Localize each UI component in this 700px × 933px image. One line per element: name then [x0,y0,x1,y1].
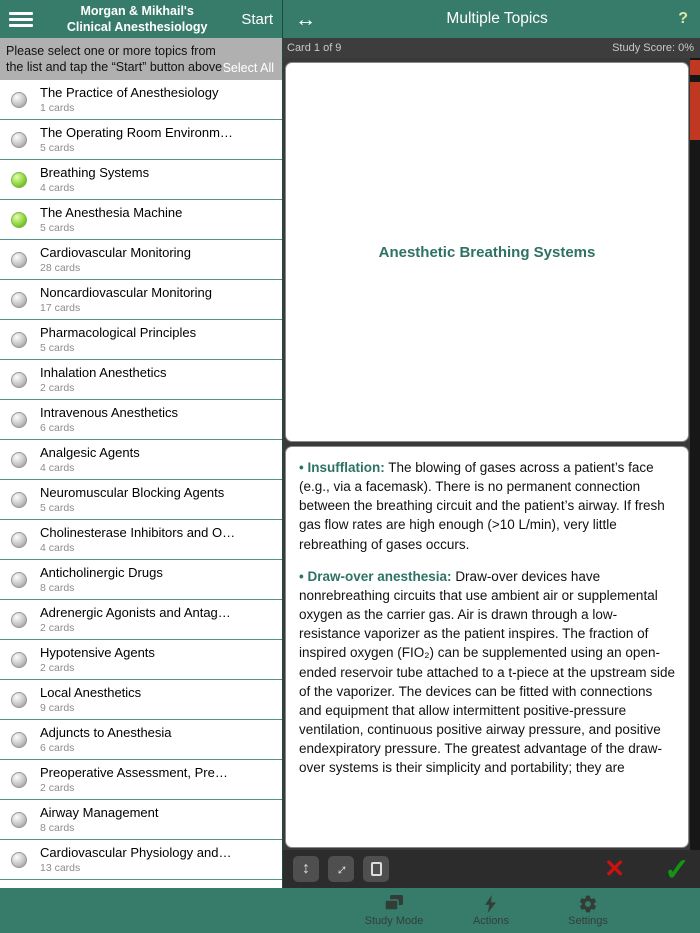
topic-row[interactable] [0,560,282,600]
hamburger-menu-icon[interactable] [9,12,33,27]
topic-title: Anticholinergic Drugs [40,565,163,580]
topic-card-count: 2 cards [40,662,75,674]
instructions-panel [0,38,282,80]
topics-sidebar [0,0,283,888]
topic-list[interactable] [0,80,282,888]
topic-row[interactable] [0,680,282,720]
topic-card-count: 28 cards [40,262,81,274]
help-button[interactable]: ? [678,10,688,27]
study-score: Study Score: 0% [612,42,694,54]
answer-card[interactable] [285,446,689,848]
topic-texts [40,445,140,474]
topic-card-count: 5 cards [40,142,75,154]
app-title [33,3,241,36]
topic-row[interactable] [0,440,282,480]
instructions-text: Please select one or more topics from the list and tap the “Start” button above. [6,44,226,74]
topic-row[interactable] [0,520,282,560]
topic-row[interactable] [0,120,282,160]
topic-texts [40,765,228,794]
start-button[interactable]: Start [241,10,273,28]
topic-title: The Anesthesia Machine [40,205,183,220]
card-position: Card 1 of 9 [287,42,342,54]
mark-correct-button[interactable]: ✓ [664,851,690,887]
topic-texts [40,405,178,434]
topic-row[interactable] [0,480,282,520]
app-title-line2: Clinical Anesthesiology [66,20,208,34]
scrollbar[interactable] [690,58,700,850]
term-body: Draw-over devices have nonrebreathing circuits that use ambient air or supplemental oxygen as the carrier gas. Air is drawn through a low-resistance vaporizer as the patient inspires. The fraction of inspired oxygen (FIO₂) can be supplemented using an open-ended reservoir tube attached to a t-piece at the upstream side of the vaporizer. The devices can be fitted with connections and equipment that allow intermittent positive-pressure ventilation, continuous positive airway pressure, and positive endexpiratory pressure. The greatest advantage of the draw-over systems is their simplicity and portability; they are [299,568,675,776]
topic-row[interactable] [0,600,282,640]
topic-row[interactable] [0,400,282,440]
topic-texts [40,645,155,674]
topic-row[interactable] [0,200,282,240]
tab-settings[interactable] [544,892,632,927]
term-body: The blowing of gases across a patient’s face (e.g., via a facemask). There is no permanent connection between the breathing circuit and the patient’s airway. If fresh gas flow rates are high enough (>10 L/min), very little rebreathing of gases occurs. [299,460,665,552]
topic-radio-icon [11,492,27,508]
tab-study-mode[interactable] [350,892,438,927]
study-title: Multiple Topics [446,10,548,27]
topic-radio-icon [11,812,27,828]
flip-card-button[interactable] [363,856,389,882]
resize-vertical-button[interactable]: ↕ [293,856,319,882]
topic-radio-icon [11,772,27,788]
topic-card-count: 2 cards [40,382,75,394]
topic-title: Pharmacological Principles [40,325,197,340]
topic-card-count: 4 cards [40,182,75,194]
topic-radio-icon [11,692,27,708]
topic-texts [40,565,163,594]
topic-radio-icon [11,732,27,748]
topic-title: Analgesic Agents [40,445,140,460]
flip-card-icon [371,862,382,876]
topic-radio-icon [11,252,27,268]
topic-radio-icon [11,452,27,468]
topic-title: Airway Management [40,805,159,820]
topic-radio-icon [11,172,27,188]
topic-radio-icon [11,332,27,348]
topic-card-count: 17 cards [40,302,81,314]
topic-card-count: 8 cards [40,582,75,594]
topic-radio-icon [11,852,27,868]
tab-items [350,892,632,927]
topic-title: The Operating Room Environm… [40,125,233,140]
topic-card-count: 2 cards [40,782,75,794]
topic-card-count: 6 cards [40,742,75,754]
topic-title: Cholinesterase Inhibitors and O… [40,525,236,540]
topic-row[interactable] [0,800,282,840]
scroll-marker [690,60,700,75]
study-header [283,0,700,38]
expand-diagonal-button[interactable]: ↔ [328,856,353,881]
tab-label: Actions [472,915,510,927]
topic-radio-icon [11,132,27,148]
swap-card-icon[interactable]: ↔ [295,7,316,31]
tab-label: Settings [568,915,608,927]
topic-texts [40,525,235,554]
topic-card-count: 13 cards [40,862,81,874]
topic-texts [40,605,231,634]
topic-card-count: 6 cards [40,422,75,434]
topic-texts [40,205,182,234]
term-lead: • Insufflation: [299,460,385,475]
topic-radio-icon [11,532,27,548]
mark-wrong-button[interactable]: ✕ [604,854,626,883]
tab-label: Study Mode [364,915,424,927]
topic-radio-icon [11,212,27,228]
scroll-marker [690,82,700,140]
topic-title: Neuromuscular Blocking Agents [40,485,225,500]
topic-texts [40,325,196,354]
topic-card-count: 4 cards [40,462,75,474]
study-panel [283,0,700,888]
topic-card-count: 9 cards [40,702,75,714]
topic-row[interactable] [0,240,282,280]
topic-radio-icon [11,612,27,628]
term-lead: • Draw-over anesthesia: [299,568,452,584]
topic-card-count: 5 cards [40,222,75,234]
topic-radio-icon [11,572,27,588]
cards-column [283,58,690,850]
topic-row[interactable] [0,160,282,200]
topic-card-count: 8 cards [40,822,75,834]
topic-row[interactable] [0,80,282,120]
topic-card-count: 5 cards [40,502,75,514]
topic-texts [40,725,172,754]
topic-texts [40,365,166,394]
topic-card-count: 4 cards [40,542,75,554]
sidebar-header [0,0,282,38]
topic-title: Inhalation Anesthetics [40,365,167,380]
topic-texts [40,485,224,514]
topic-row[interactable] [0,640,282,680]
answer-paragraph [299,458,675,554]
topic-title: Adrenergic Agonists and Antag… [40,605,231,620]
question-card[interactable] [285,62,689,442]
topic-title: The Practice of Anesthesiology [40,85,219,100]
topic-texts [40,845,231,874]
topic-row[interactable] [0,280,282,320]
topic-texts [40,245,191,274]
topic-texts [40,125,233,154]
topic-radio-icon [11,372,27,388]
bottom-tab-bar [0,888,700,933]
topic-title: Local Anesthetics [40,685,142,700]
topic-card-count: 1 cards [40,102,75,114]
gear-icon [578,892,598,914]
topic-card-count: 5 cards [40,342,75,354]
topic-radio-icon [11,412,27,428]
topic-texts [40,685,141,714]
topic-title: Intravenous Anesthetics [40,405,179,420]
topic-texts [40,85,219,114]
topic-title: Adjuncts to Anesthesia [40,725,172,740]
topic-title: Cardiovascular Physiology and… [40,845,232,860]
topic-title: Preoperative Assessment, Pre… [40,765,228,780]
card-toolbar [283,850,700,888]
topic-row[interactable] [0,760,282,800]
topic-texts [40,165,149,194]
topic-title: Noncardiovascular Monitoring [40,285,212,300]
status-bar [283,38,700,58]
topic-texts [40,285,212,314]
topic-title: Breathing Systems [40,165,150,180]
topic-radio-icon [11,92,27,108]
topic-title: Cardiovascular Monitoring [40,245,192,260]
cards-icon [382,892,406,914]
topic-texts [40,805,159,834]
select-all-button[interactable]: Select All [222,61,274,75]
lightning-icon [481,892,501,914]
topic-row[interactable] [0,360,282,400]
card-area [283,58,700,850]
topic-title: Hypotensive Agents [40,645,155,660]
question-title: Anesthetic Breathing Systems [378,243,596,261]
topic-radio-icon [11,292,27,308]
topic-row[interactable] [0,320,282,360]
topic-radio-icon [11,652,27,668]
topic-card-count: 2 cards [40,622,75,634]
answer-paragraph [299,567,675,778]
app-title-line1: Morgan & Mikhail's [80,3,194,18]
tab-actions[interactable] [447,892,535,927]
topic-row[interactable] [0,840,282,880]
topic-row[interactable] [0,720,282,760]
